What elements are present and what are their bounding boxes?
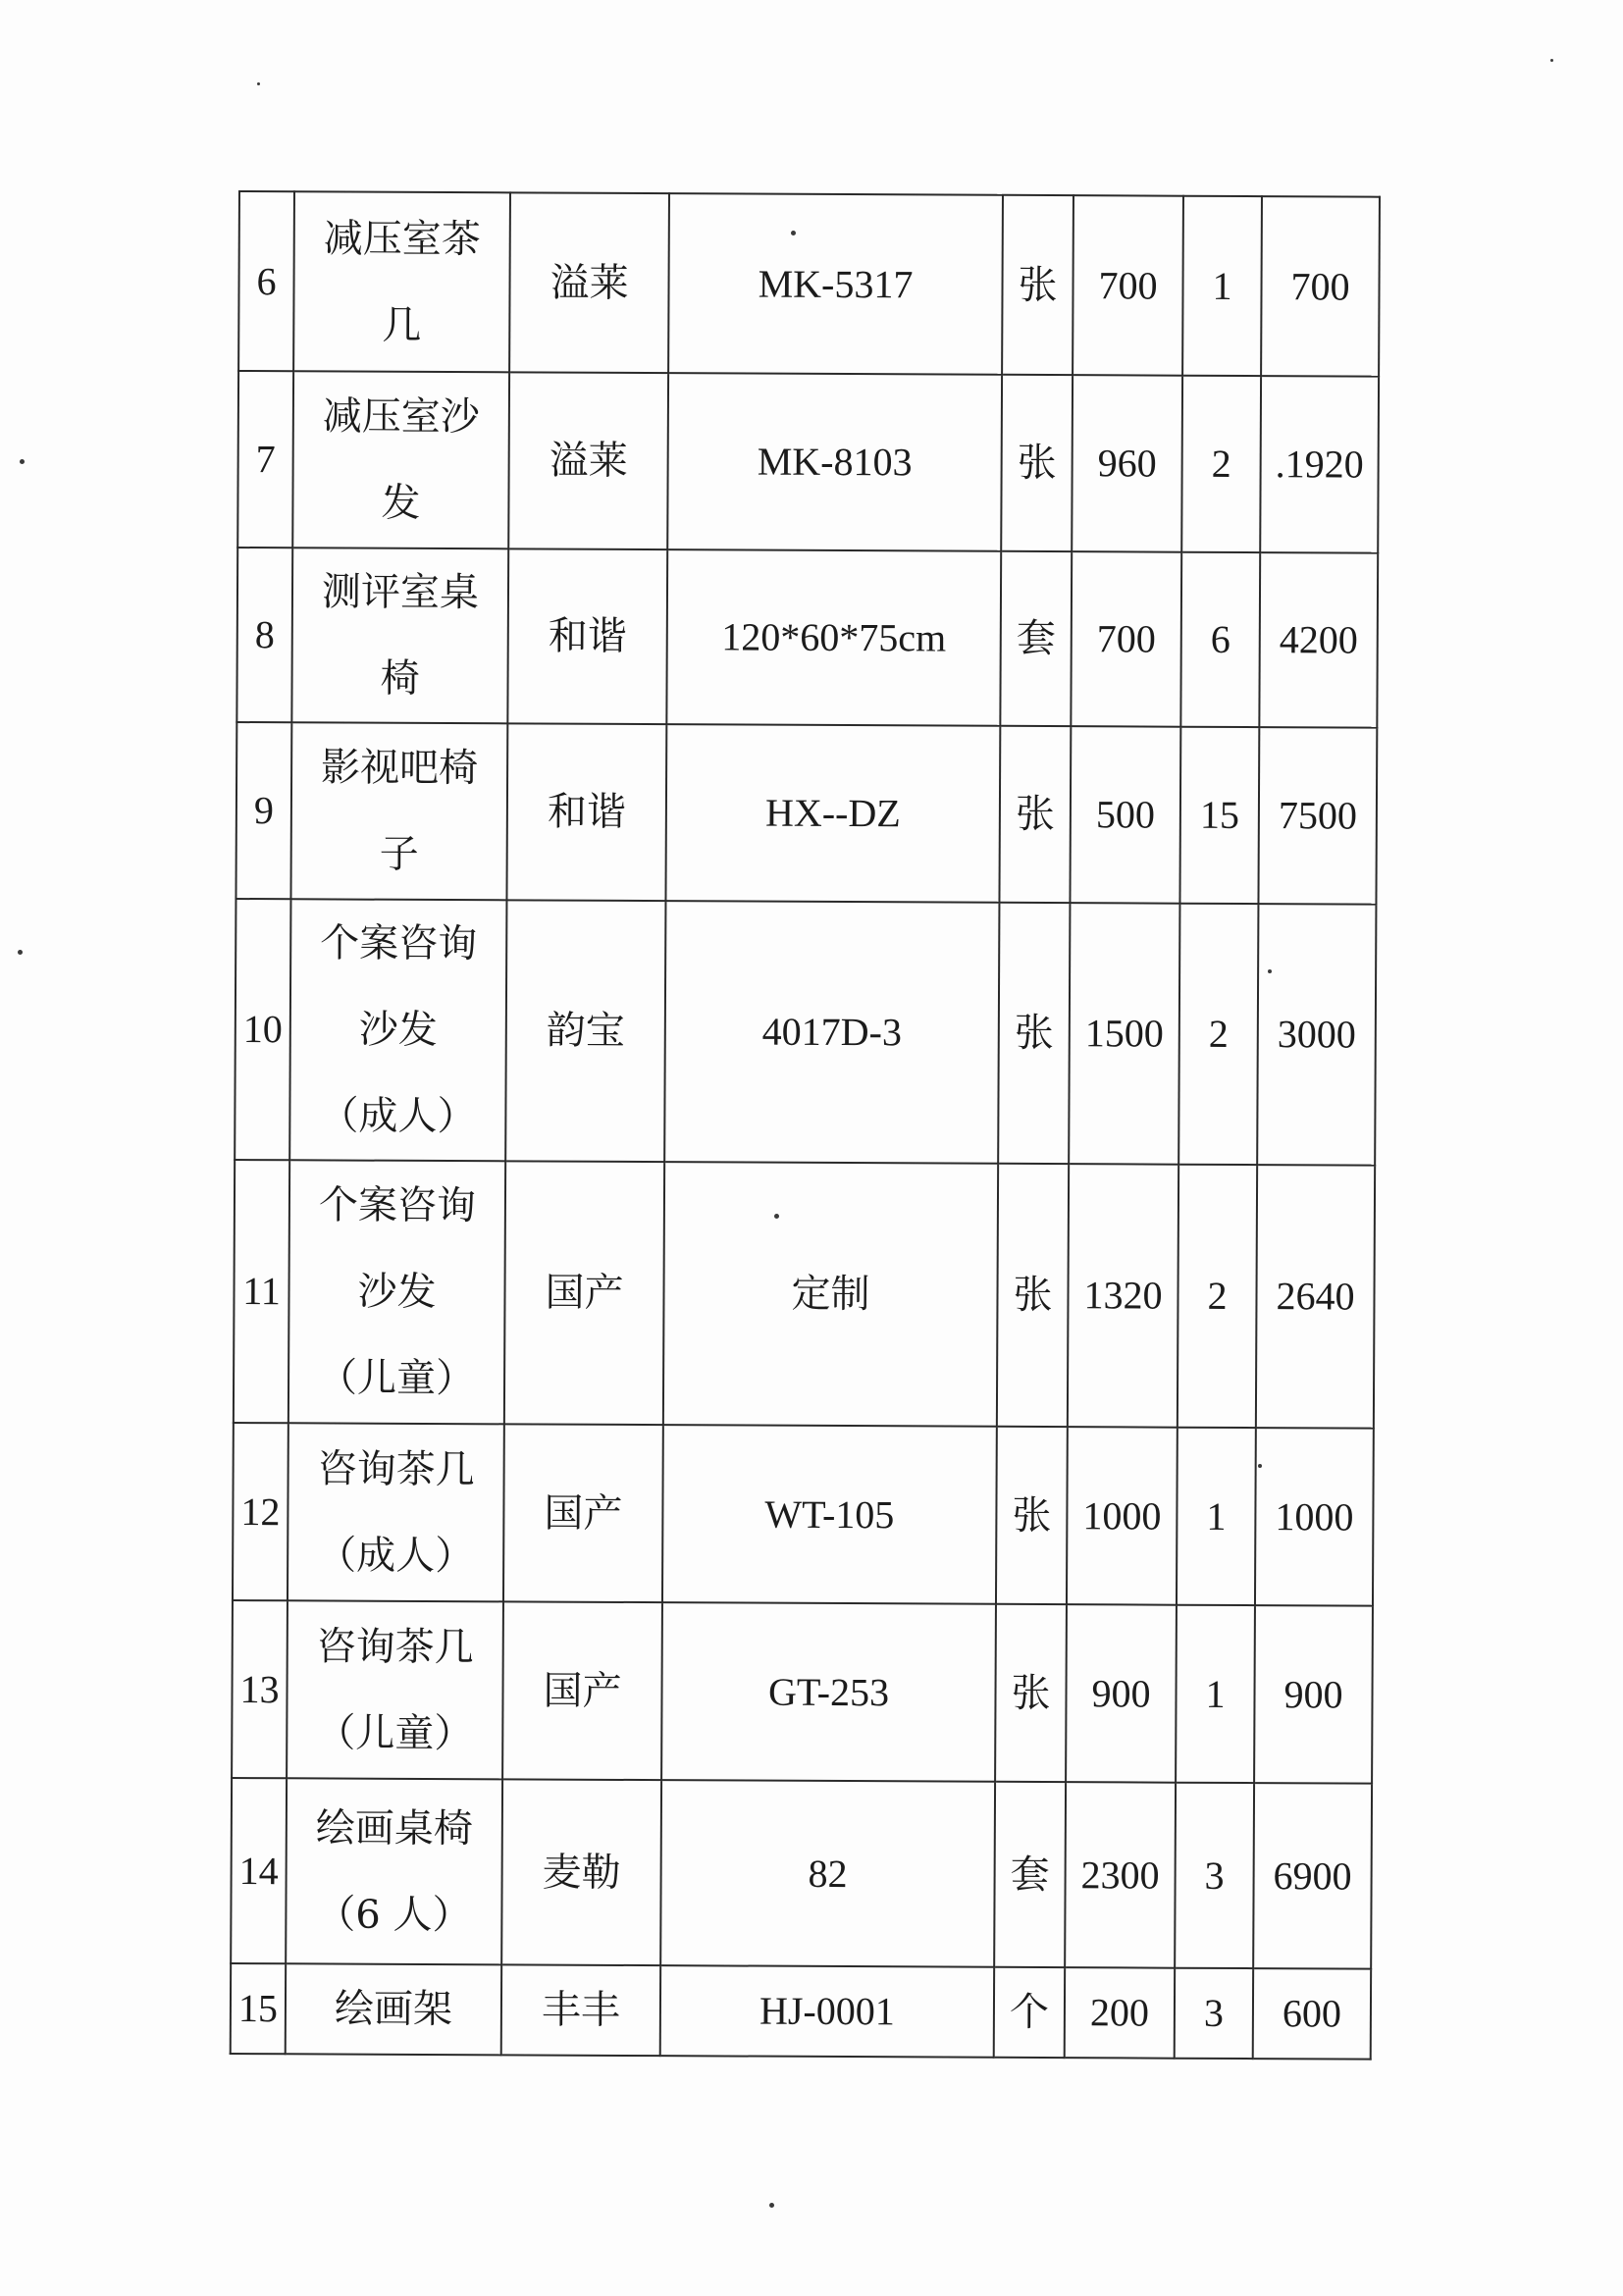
cell-unit-price: 1320 bbox=[1068, 1164, 1178, 1428]
scan-speck bbox=[1268, 969, 1272, 973]
cell-quantity: 3 bbox=[1175, 1783, 1254, 1968]
cell-unit: 张 bbox=[996, 1427, 1068, 1604]
cell-unit-price: 2300 bbox=[1065, 1782, 1176, 1968]
scan-speck bbox=[1550, 59, 1553, 62]
cell-quantity: 2 bbox=[1181, 376, 1261, 552]
cell-total: 7500 bbox=[1258, 727, 1377, 905]
cell-quantity: 2 bbox=[1178, 1165, 1257, 1428]
cell-unit-price: 700 bbox=[1073, 195, 1183, 376]
cell-quantity: 15 bbox=[1179, 727, 1259, 904]
cell-total: 2640 bbox=[1256, 1165, 1375, 1429]
cell-item-number: 13 bbox=[232, 1600, 288, 1778]
cell-item-number: 15 bbox=[231, 1963, 286, 2054]
item-name-line: 椅 bbox=[380, 655, 420, 702]
cell-item-number: 6 bbox=[238, 191, 294, 371]
cell-brand: 韵宝 bbox=[505, 900, 665, 1162]
cell-total: 900 bbox=[1254, 1605, 1373, 1784]
cell-brand: 溢莱 bbox=[508, 372, 668, 549]
item-name-line: 咨询茶几 bbox=[317, 1445, 475, 1492]
cell-item-number: 9 bbox=[236, 722, 291, 899]
cell-quantity: 3 bbox=[1175, 1968, 1253, 2059]
cell-brand: 溢莱 bbox=[509, 192, 669, 373]
item-name-line: 减压室沙 bbox=[322, 393, 480, 441]
cell-unit-price: 1000 bbox=[1067, 1427, 1178, 1605]
cell-unit: 张 bbox=[999, 726, 1071, 903]
cell-unit: 张 bbox=[995, 1604, 1067, 1782]
item-name-line: 几 bbox=[382, 302, 422, 348]
cell-unit: 张 bbox=[1001, 375, 1073, 551]
cell-model: 定制 bbox=[663, 1162, 998, 1427]
item-name-line: 沙发 bbox=[358, 1007, 438, 1054]
cell-unit-price: 700 bbox=[1071, 551, 1181, 727]
item-name-line: 个案咨询 bbox=[318, 1182, 477, 1229]
scan-speck bbox=[257, 82, 260, 85]
scan-speck bbox=[1258, 1464, 1262, 1468]
item-name-line: （成人） bbox=[317, 1532, 475, 1579]
scan-speck bbox=[769, 2203, 774, 2208]
item-name-line: 测评室桌 bbox=[321, 569, 480, 616]
cell-quantity: 1 bbox=[1182, 196, 1262, 376]
cell-total: .1920 bbox=[1260, 376, 1379, 553]
cell-model: WT-105 bbox=[662, 1425, 997, 1604]
item-name-line: 绘画桌椅 bbox=[315, 1804, 473, 1852]
cell-brand: 国产 bbox=[503, 1424, 663, 1602]
cell-model: 4017D-3 bbox=[664, 901, 999, 1164]
cell-quantity: 2 bbox=[1178, 904, 1258, 1165]
scan-speck bbox=[20, 459, 25, 464]
item-name-line: 咨询茶几 bbox=[316, 1623, 474, 1670]
item-name-line: 沙发 bbox=[357, 1269, 437, 1315]
scan-speck bbox=[791, 231, 796, 235]
cell-model: 120*60*75cm bbox=[666, 549, 1001, 726]
cell-unit-price: 900 bbox=[1066, 1604, 1177, 1783]
cell-quantity: 6 bbox=[1180, 552, 1260, 727]
item-name-line: （儿童） bbox=[317, 1355, 476, 1402]
cell-brand: 麦勒 bbox=[501, 1779, 661, 1965]
cell-item-number: 10 bbox=[235, 899, 290, 1160]
cell-model: 82 bbox=[660, 1780, 995, 1967]
cell-model: HJ-0001 bbox=[660, 1965, 994, 2058]
cell-unit-price: 500 bbox=[1070, 726, 1180, 904]
cell-item-number: 7 bbox=[237, 371, 293, 548]
cell-unit: 个 bbox=[994, 1967, 1065, 2058]
cell-unit-price: 1500 bbox=[1069, 903, 1179, 1165]
cell-quantity: 1 bbox=[1176, 1605, 1255, 1783]
cell-model: MK-5317 bbox=[668, 193, 1003, 375]
item-name-line: 发 bbox=[381, 480, 421, 526]
item-name-line: 减压室茶 bbox=[323, 215, 481, 262]
cell-unit: 张 bbox=[997, 1164, 1069, 1427]
cell-item-number: 11 bbox=[234, 1160, 289, 1423]
cell-total: 6900 bbox=[1253, 1783, 1372, 1969]
cell-model: MK-8103 bbox=[667, 373, 1002, 551]
cell-unit: 套 bbox=[994, 1782, 1066, 1967]
cell-total: 1000 bbox=[1255, 1428, 1374, 1606]
scan-speck bbox=[774, 1214, 779, 1219]
item-name-line: （成人） bbox=[319, 1093, 477, 1140]
cell-unit-price: 200 bbox=[1065, 1967, 1175, 2059]
cell-brand: 丰丰 bbox=[501, 1964, 660, 2056]
cell-model: HX--DZ bbox=[665, 724, 1000, 903]
cell-unit: 张 bbox=[1002, 195, 1073, 375]
cell-item-number: 8 bbox=[236, 548, 292, 722]
cell-unit: 张 bbox=[998, 903, 1070, 1164]
item-name-line: 绘画架 bbox=[334, 1986, 453, 2033]
item-name-line: 影视吧椅 bbox=[321, 745, 479, 792]
cell-item-number: 14 bbox=[231, 1778, 287, 1963]
item-name-line: （6 人） bbox=[316, 1891, 472, 1938]
item-name-line: （儿童） bbox=[316, 1709, 474, 1756]
cell-total: 3000 bbox=[1257, 904, 1376, 1166]
item-name-line: 子 bbox=[379, 831, 419, 877]
cell-unit: 套 bbox=[1000, 551, 1072, 726]
cell-quantity: 1 bbox=[1177, 1428, 1256, 1605]
cell-total: 4200 bbox=[1259, 552, 1378, 728]
cell-item-number: 12 bbox=[233, 1423, 288, 1600]
cell-brand: 国产 bbox=[502, 1601, 662, 1780]
cell-brand: 和谐 bbox=[507, 548, 667, 724]
cell-total: 700 bbox=[1261, 196, 1380, 377]
cell-brand: 国产 bbox=[504, 1161, 664, 1425]
cell-unit-price: 960 bbox=[1072, 375, 1182, 552]
item-name-line: 个案咨询 bbox=[320, 920, 478, 967]
scan-speck bbox=[18, 950, 23, 955]
cell-brand: 和谐 bbox=[506, 723, 666, 901]
cell-total: 600 bbox=[1253, 1968, 1371, 2060]
cell-model: GT-253 bbox=[661, 1602, 996, 1782]
